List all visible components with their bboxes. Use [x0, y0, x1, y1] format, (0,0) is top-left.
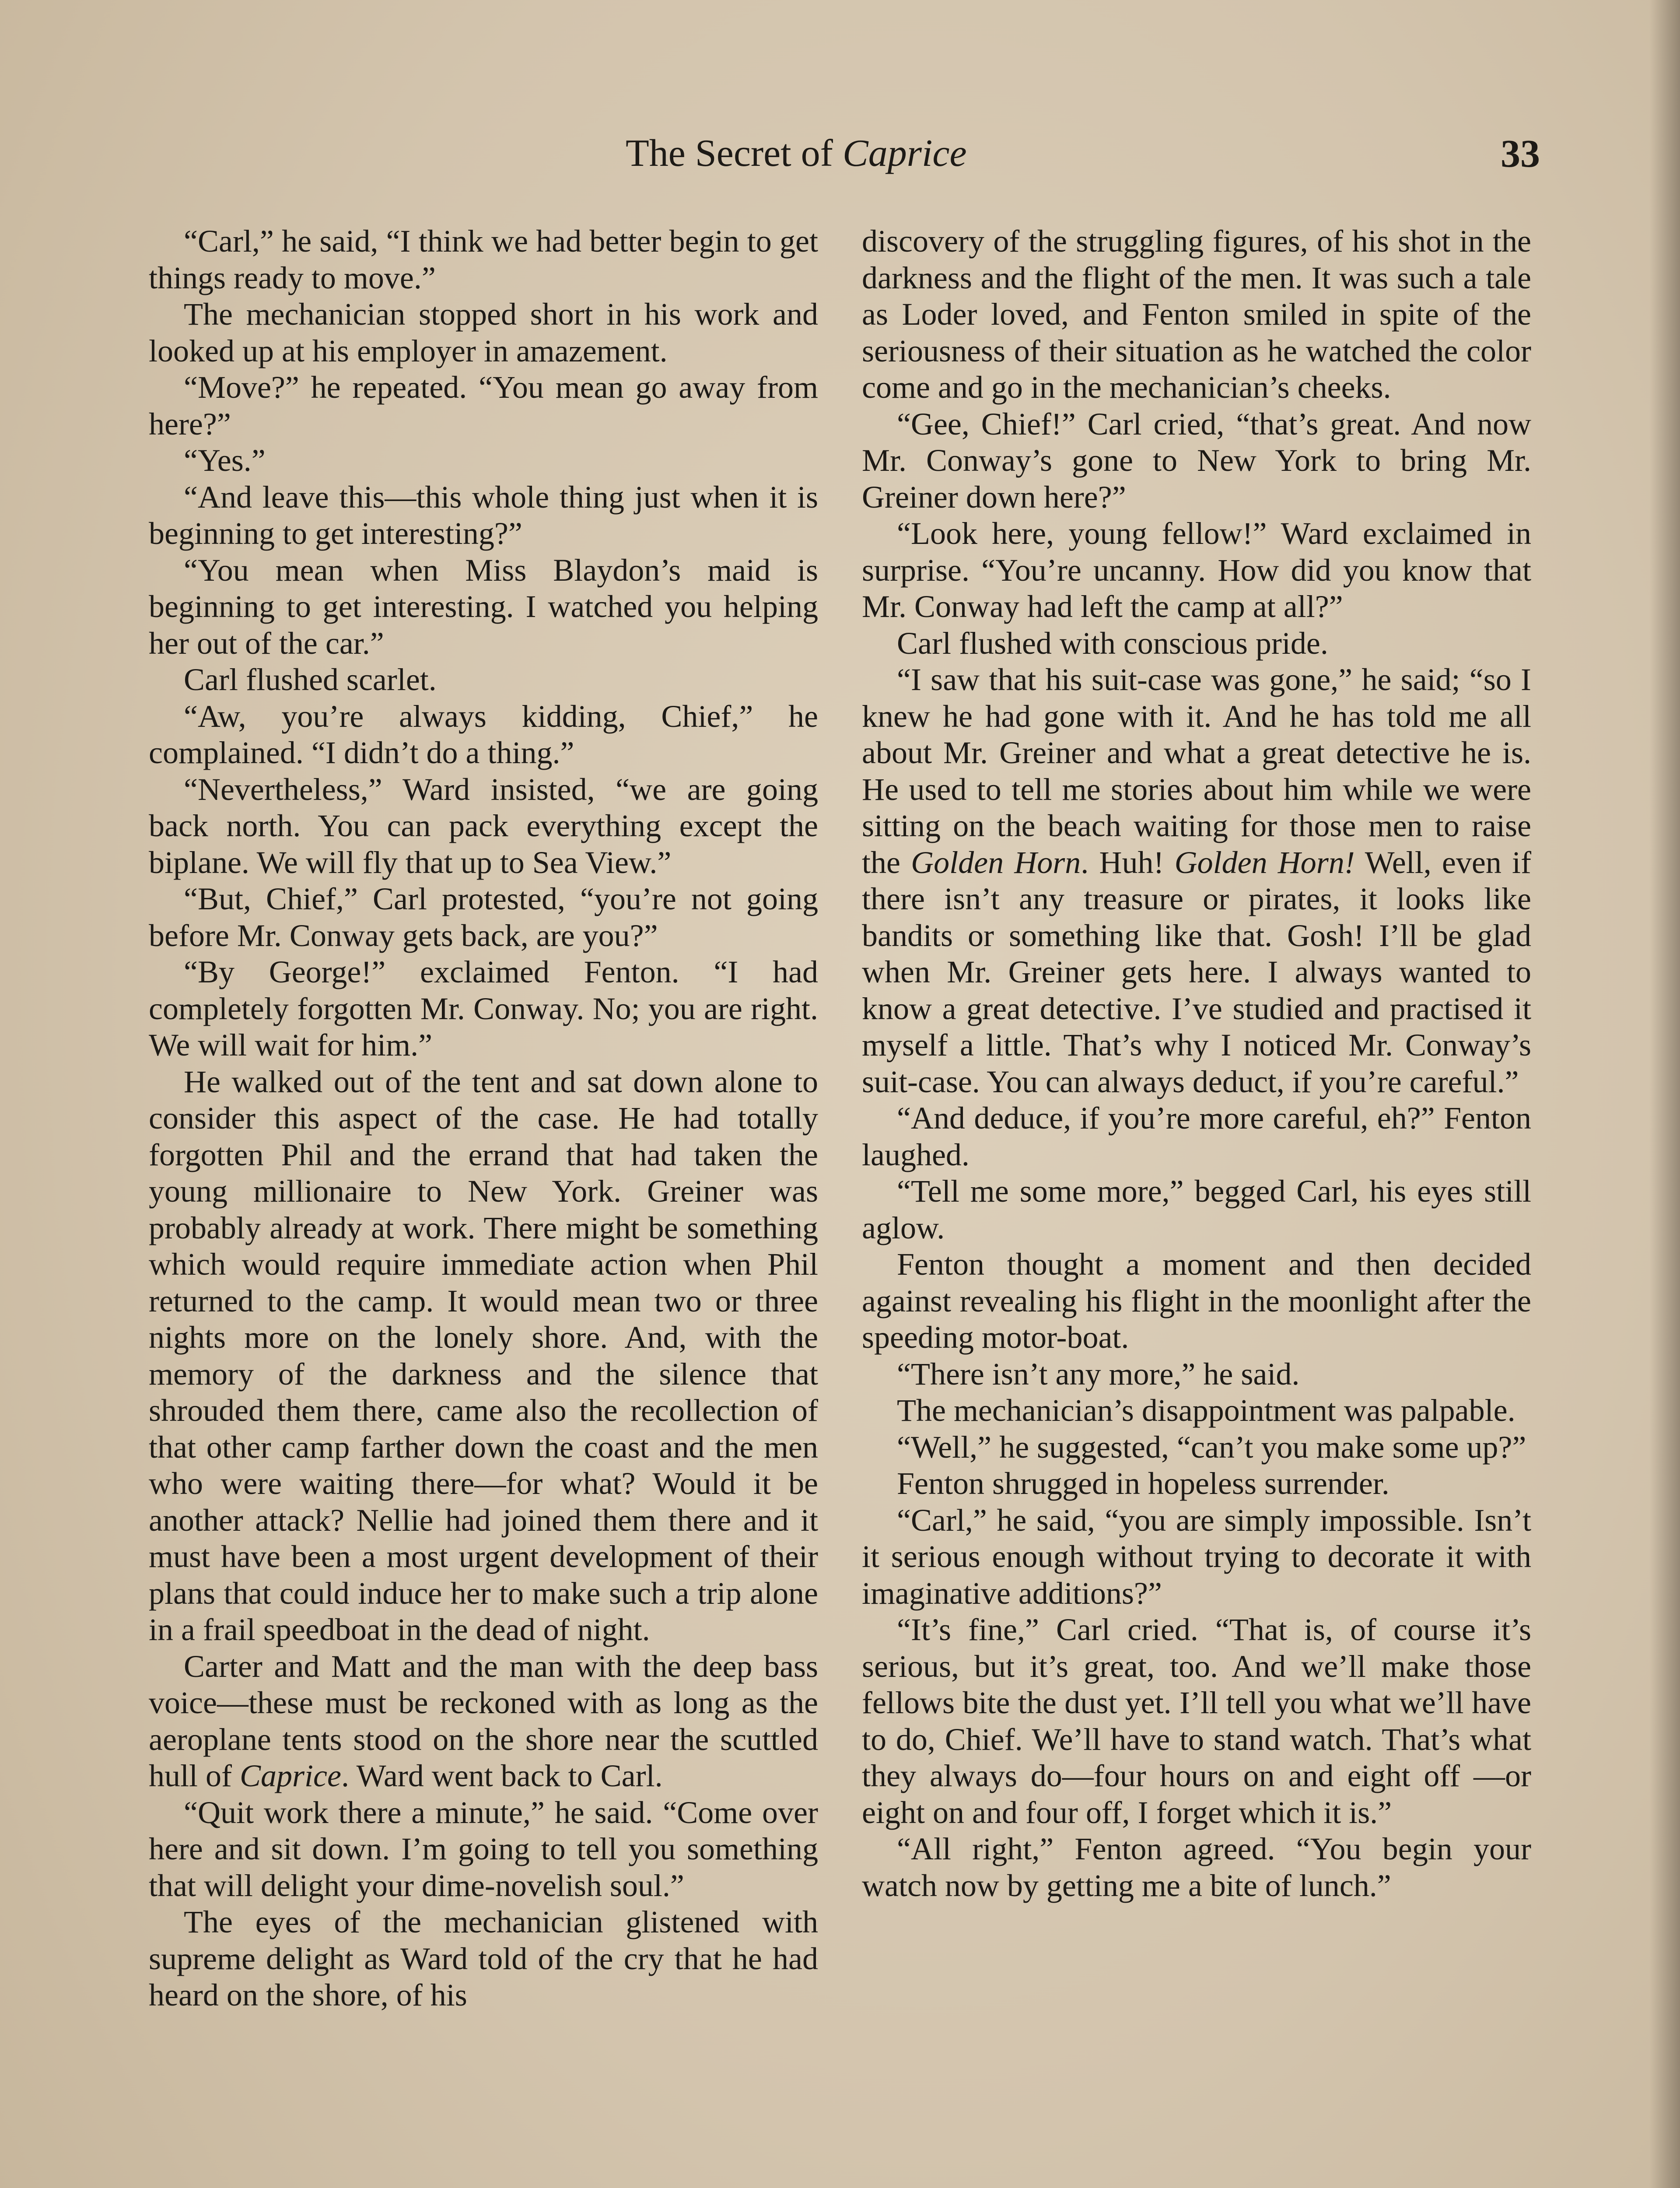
- paragraph-text: . Ward went back to Carl.: [341, 1758, 663, 1793]
- paragraph: [862, 662, 1531, 1100]
- paragraph: [149, 1648, 818, 1795]
- paragraph: “Tell me some more,” begged Carl, his eyes still aglow.: [862, 1174, 1531, 1245]
- paragraph: The eyes of the mechanician glistened with supreme delight as Ward told of the cry that he had heard on the shore, of his: [149, 1904, 818, 2013]
- paragraph: “Carl,” he said, “I think we had better begin to get things ready to move.”: [149, 224, 818, 295]
- paragraph: “It’s fine,” Carl cried. “That is, of course it’s serious, but it’s great, too. And we’ll make those fellows bite the dust yet. I’ll tell you what we’ll have to do, Chief. We’ll have to stand watch. That’s what they always do—four hours on and eight off —or eight on and four off, I forget which it is.”: [862, 1612, 1531, 1830]
- paragraph: “Gee, Chief!” Carl cried, “that’s great. And now Mr. Conway’s gone to New York to bring Mr. Greiner down here?”: [862, 406, 1531, 515]
- paragraph: “Yes.”: [184, 443, 266, 478]
- left-column: [149, 223, 818, 2014]
- paragraph: “Quit work there a minute,” he said. “Come over here and sit down. I’m going to tell you something that will delight your dime-novelish soul.”: [149, 1795, 818, 1903]
- italic-text: Golden Horn: [911, 845, 1081, 880]
- paragraph: “You mean when Miss Blaydon’s maid is beginning to get interesting. I watched you helping her out of the car.”: [149, 552, 818, 661]
- paragraph: The mechanician stopped short in his work and looked up at his employer in amazement.: [149, 297, 818, 368]
- page-number: 33: [1501, 132, 1540, 175]
- running-title-italic: Caprice: [843, 132, 967, 175]
- paragraph: “By George!” exclaimed Fenton. “I had completely forgotten Mr. Conway. No; you are right. We will wait for him.”: [149, 954, 818, 1062]
- italic-text: Caprice: [239, 1758, 341, 1793]
- paragraph-text: Well, even if there isn’t any treasure or pirates, it looks like bandits or something like that. Gosh! I’ll be glad when Mr. Greiner gets here. I always wanted to know a great detective. I’ve studied and practised it myself a little. That’s why I noticed Mr. Conway’s suit-case. You can always deduct, if you’re careful.”: [862, 845, 1531, 1099]
- running-title-prefix: The Secret of: [626, 132, 843, 175]
- paragraph: “Well,” he suggested, “can’t you make some up?”: [897, 1429, 1526, 1465]
- paragraph: “Aw, you’re always kidding, Chief,” he complained. “I didn’t do a thing.”: [149, 698, 818, 770]
- paragraph: Carl flushed scarlet.: [184, 662, 437, 697]
- paragraph: “All right,” Fenton agreed. “You begin your watch now by getting me a bite of lunch.”: [862, 1831, 1531, 1903]
- paragraph: “And leave this—this whole thing just when it is beginning to get interesting?”: [149, 479, 818, 551]
- right-column: [862, 223, 1531, 1904]
- paragraph: He walked out of the tent and sat down alone to consider this aspect of the case. He had totally forgotten Phil and the errand that had taken the young millionaire to New York. Greiner was probably already at work. There might be something which would require immediate action when Phil returned to the camp. It would mean two or three nights more on the lonely shore. And, with the memory of the darkness and the silence that shrouded them there, came also the recollection of that other camp farther down the coast and the men who were waiting there—for what? Would it be another attack? Nellie had joined them there and it must have been a most urgent development of their plans that could induce her to make such a trip alone in a frail speedboat in the dead of night.: [149, 1064, 818, 1647]
- paragraph: “There isn’t any more,” he said.: [897, 1356, 1300, 1392]
- paragraph: The mechanician’s disappointment was palpable.: [897, 1393, 1516, 1428]
- paragraph-text: “I saw that his suit-case was gone,” he said; “so I knew he had gone with it. And he has told me all about Mr. Greiner and what a great detective he is. He used to tell me stories about him while we were sitting on the beach waiting for those men to raise the: [862, 662, 1531, 880]
- paragraph: Fenton shrugged in hopeless surrender.: [897, 1466, 1390, 1501]
- page-header: [149, 131, 1540, 184]
- page-edge-shadow: [1649, 0, 1680, 2188]
- paragraph-text: . Huh!: [1081, 845, 1175, 880]
- paragraph: “Carl,” he said, “you are simply impossible. Isn’t it serious enough without trying to decorate it with imaginative additions?”: [862, 1502, 1531, 1611]
- paragraph: “And deduce, if you’re more careful, eh?” Fenton laughed.: [862, 1101, 1531, 1172]
- paragraph: “Look here, young fellow!” Ward exclaimed in surprise. “You’re uncanny. How did you know that Mr. Conway had left the camp at all?”: [862, 516, 1531, 624]
- running-title: [626, 131, 967, 175]
- italic-text: Golden Horn!: [1174, 845, 1355, 880]
- paragraph: “Nevertheless,” Ward insisted, “we are going back north. You can pack everything except the biplane. We will fly that up to Sea View.”: [149, 771, 818, 880]
- paragraph: Fenton thought a moment and then decided against revealing his flight in the moonlight after the speeding motor-boat.: [862, 1247, 1531, 1355]
- paragraph: Carl flushed with conscious pride.: [897, 625, 1328, 661]
- paragraph: “But, Chief,” Carl protested, “you’re not going before Mr. Conway gets back, are you?”: [149, 881, 818, 953]
- paragraph: “Move?” he repeated. “You mean go away from here?”: [149, 370, 818, 442]
- paragraph-continued: discovery of the struggling figures, of his shot in the darkness and the flight of the men. It was such a tale as Loder loved, and Fenton smiled in spite of the seriousness of their situation as he watched the color come and go in the mechanician’s cheeks.: [862, 224, 1531, 405]
- paragraph-text: Carter and Matt and the man with the deep bass voice—these must be reckoned with as long as the aeroplane tents stood on the shore near the scuttled hull of: [149, 1648, 818, 1793]
